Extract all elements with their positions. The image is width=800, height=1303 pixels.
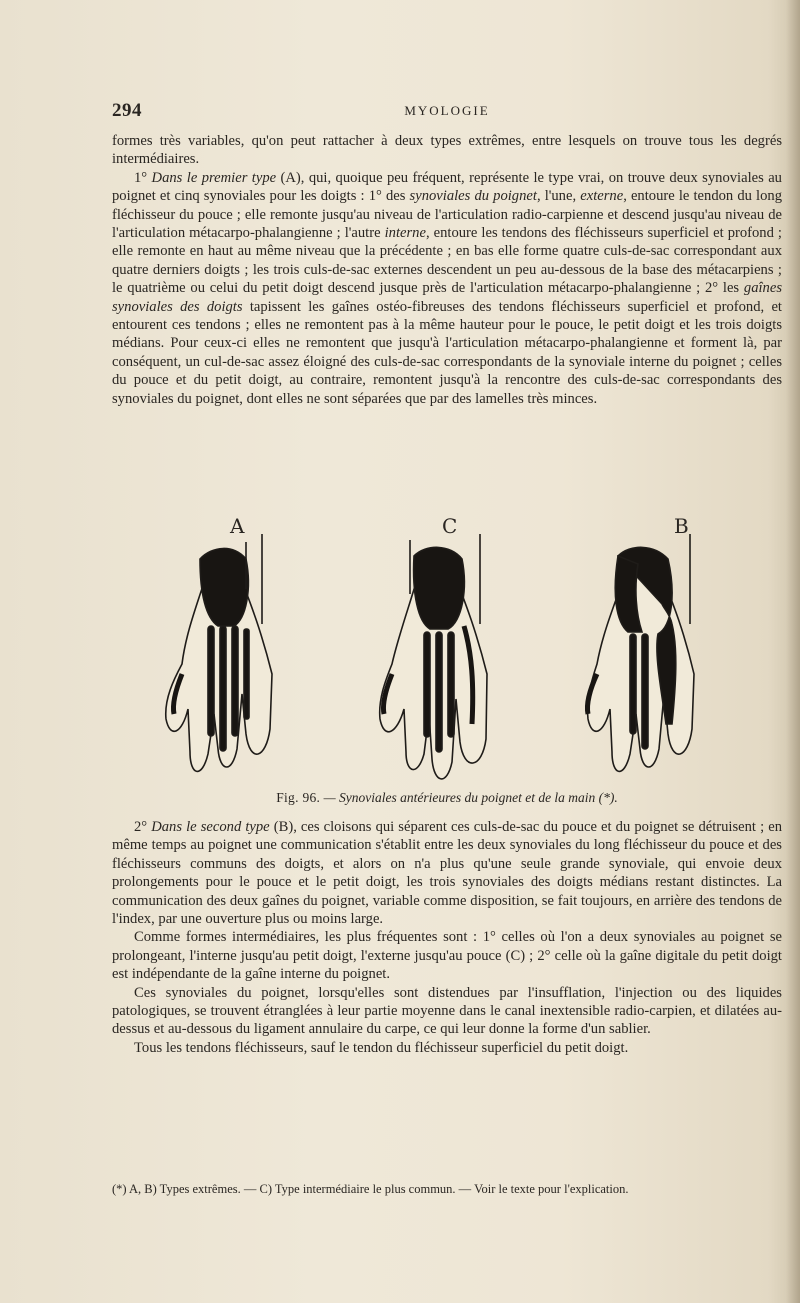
figure-label-c: C [442, 514, 458, 538]
text-run: , entoure les tendons des fléchisseurs superficiel et profond ; elle remonte en haut au même niveau que la précédente ; en bas elle forme quatre culs-de-sac correspondant aux quatre derniers doigts ; les trois culs-de-sac externes descendent un peu au-dessous de la base des métacarpiens ; le quatrième ou celui du petit doigt descend jusque près de l'articulation métacarpo-phalangienne ; 2° les [112, 225, 782, 297]
text-block-top [112, 132, 782, 408]
hands-illustration [142, 514, 742, 784]
paragraph-tendons: Tous les tendons fléchisseurs, sauf le tendon du fléchisseur superficiel du petit doigt. [134, 1039, 629, 1056]
figure-hands [142, 514, 742, 784]
italic-run: Dans le premier type [151, 169, 277, 186]
page-edge-shadow [786, 0, 800, 1303]
footnote: (*) A, B) Types extrêmes. — C) Type intermédiaire le plus commun. — Voir le texte pour l'explication. [112, 1182, 629, 1196]
text-run: 2° [134, 819, 152, 835]
figure-label-a: A [230, 514, 245, 538]
paragraph-second-type [112, 818, 782, 928]
text-run: 1° [134, 169, 152, 186]
hand-drawing-a [166, 534, 272, 771]
figure-caption [112, 790, 782, 806]
italic-run: externe [580, 188, 624, 205]
italic-run: Dans le second type [151, 819, 270, 835]
italic-run: synoviales du poignet [409, 188, 537, 205]
hand-drawing-b [587, 534, 694, 771]
text-run: (B), ces cloisons qui séparent ces culs-de-sac du pouce et du poignet se détruisent ; en même temps au poignet une communication s'établit entre les deux synoviales du long fléchisseur du pouce et des fléchisseurs communs des doigts, et alors on n'a plus qu'une seule grande synoviale, qui envoie deux prolongements pour le pouce et le petit doigt, les trois synoviales des doigts médians restant distinctes. La communication des deux gaînes du poignet, variable comme disposition, se fait toujours, en arrière des tendons de l'index, par une ouverture plus ou moins large. [112, 819, 782, 928]
italic-run: gaînes synoviales des doigts [112, 280, 782, 315]
text-run: tapissent les gaînes ostéo-fibreuses des tendons fléchisseurs superficiel et profond, et entourent ces tendons ; elles ne remontent pas à la même hauteur pour le pouce, le petit doigt et les trois doigts médians. Pour ceux-ci elles ne remontent que jusqu'à l'articulation métacarpo-phalangienne et forment là, par conséquent, un cul-de-sac assez éloigné des culs-de-sac correspondants de la synoviale interne du poignet ; celles du pouce et du petit doigt, au contraire, remontent jusqu'à la rencontre des culs-de-sac correspondants des synoviales du poignet, dont elles ne sont séparées que par des lamelles très minces. [112, 298, 782, 407]
text-run: , l'une, [536, 188, 581, 205]
figure-number: Fig. 96. [276, 790, 321, 805]
running-title: MYOLOGIE [404, 103, 490, 118]
text-run: , entoure le tendon du long fléchisseur du pouce ; elle remonte jusqu'au niveau de l'articulation radio-carpienne et descend jusqu'au niveau de l'articulation métacarpo-phalangienne ; l'autre [112, 188, 782, 242]
paragraph-intro-text: formes très variables, qu'on peut rattacher à deux types extrêmes, entre lesquels on trouve tous les degrés intermédiaires. [112, 133, 782, 168]
paragraph-first-type [112, 169, 782, 408]
page-number: 294 [112, 100, 142, 121]
paragraph-intro [112, 132, 782, 169]
paragraph-intermediate-forms: Comme formes intermédiaires, les plus fréquentes sont : 1° celles où l'on a deux synoviales au poignet se prolongeant, l'interne jusqu'au petit doigt, l'externe jusqu'au pouce (C) ; 2° celle où la gaîne digitale du petit doigt est indépendante de la gaîne interne du poignet. [112, 929, 782, 983]
paragraph-hourglass: Ces synoviales du poignet, lorsqu'elles sont distendues par l'insufflation, l'injection ou des liquides patologiques, se trouvent étranglées à leur partie moyenne dans le canal inextensible radio-carpien, et dilatées au-dessus et au-dessous du ligament annulaire du carpe, ce qui leur donne la forme d'un sablier. [112, 984, 782, 1038]
text-run: (A), qui, quoique peu fréquent, représente le type vrai, on trouve deux synoviales au poignet et cinq synoviales pour les doigts : 1° des [112, 169, 782, 205]
figure-label-b: B [674, 514, 689, 538]
text-block-bottom [112, 818, 782, 1057]
page-header [112, 100, 782, 122]
italic-run: interne [384, 225, 426, 242]
hand-drawing-c [380, 534, 487, 779]
figure-title: — Synoviales antérieures du poignet et de la main (*). [320, 790, 618, 805]
